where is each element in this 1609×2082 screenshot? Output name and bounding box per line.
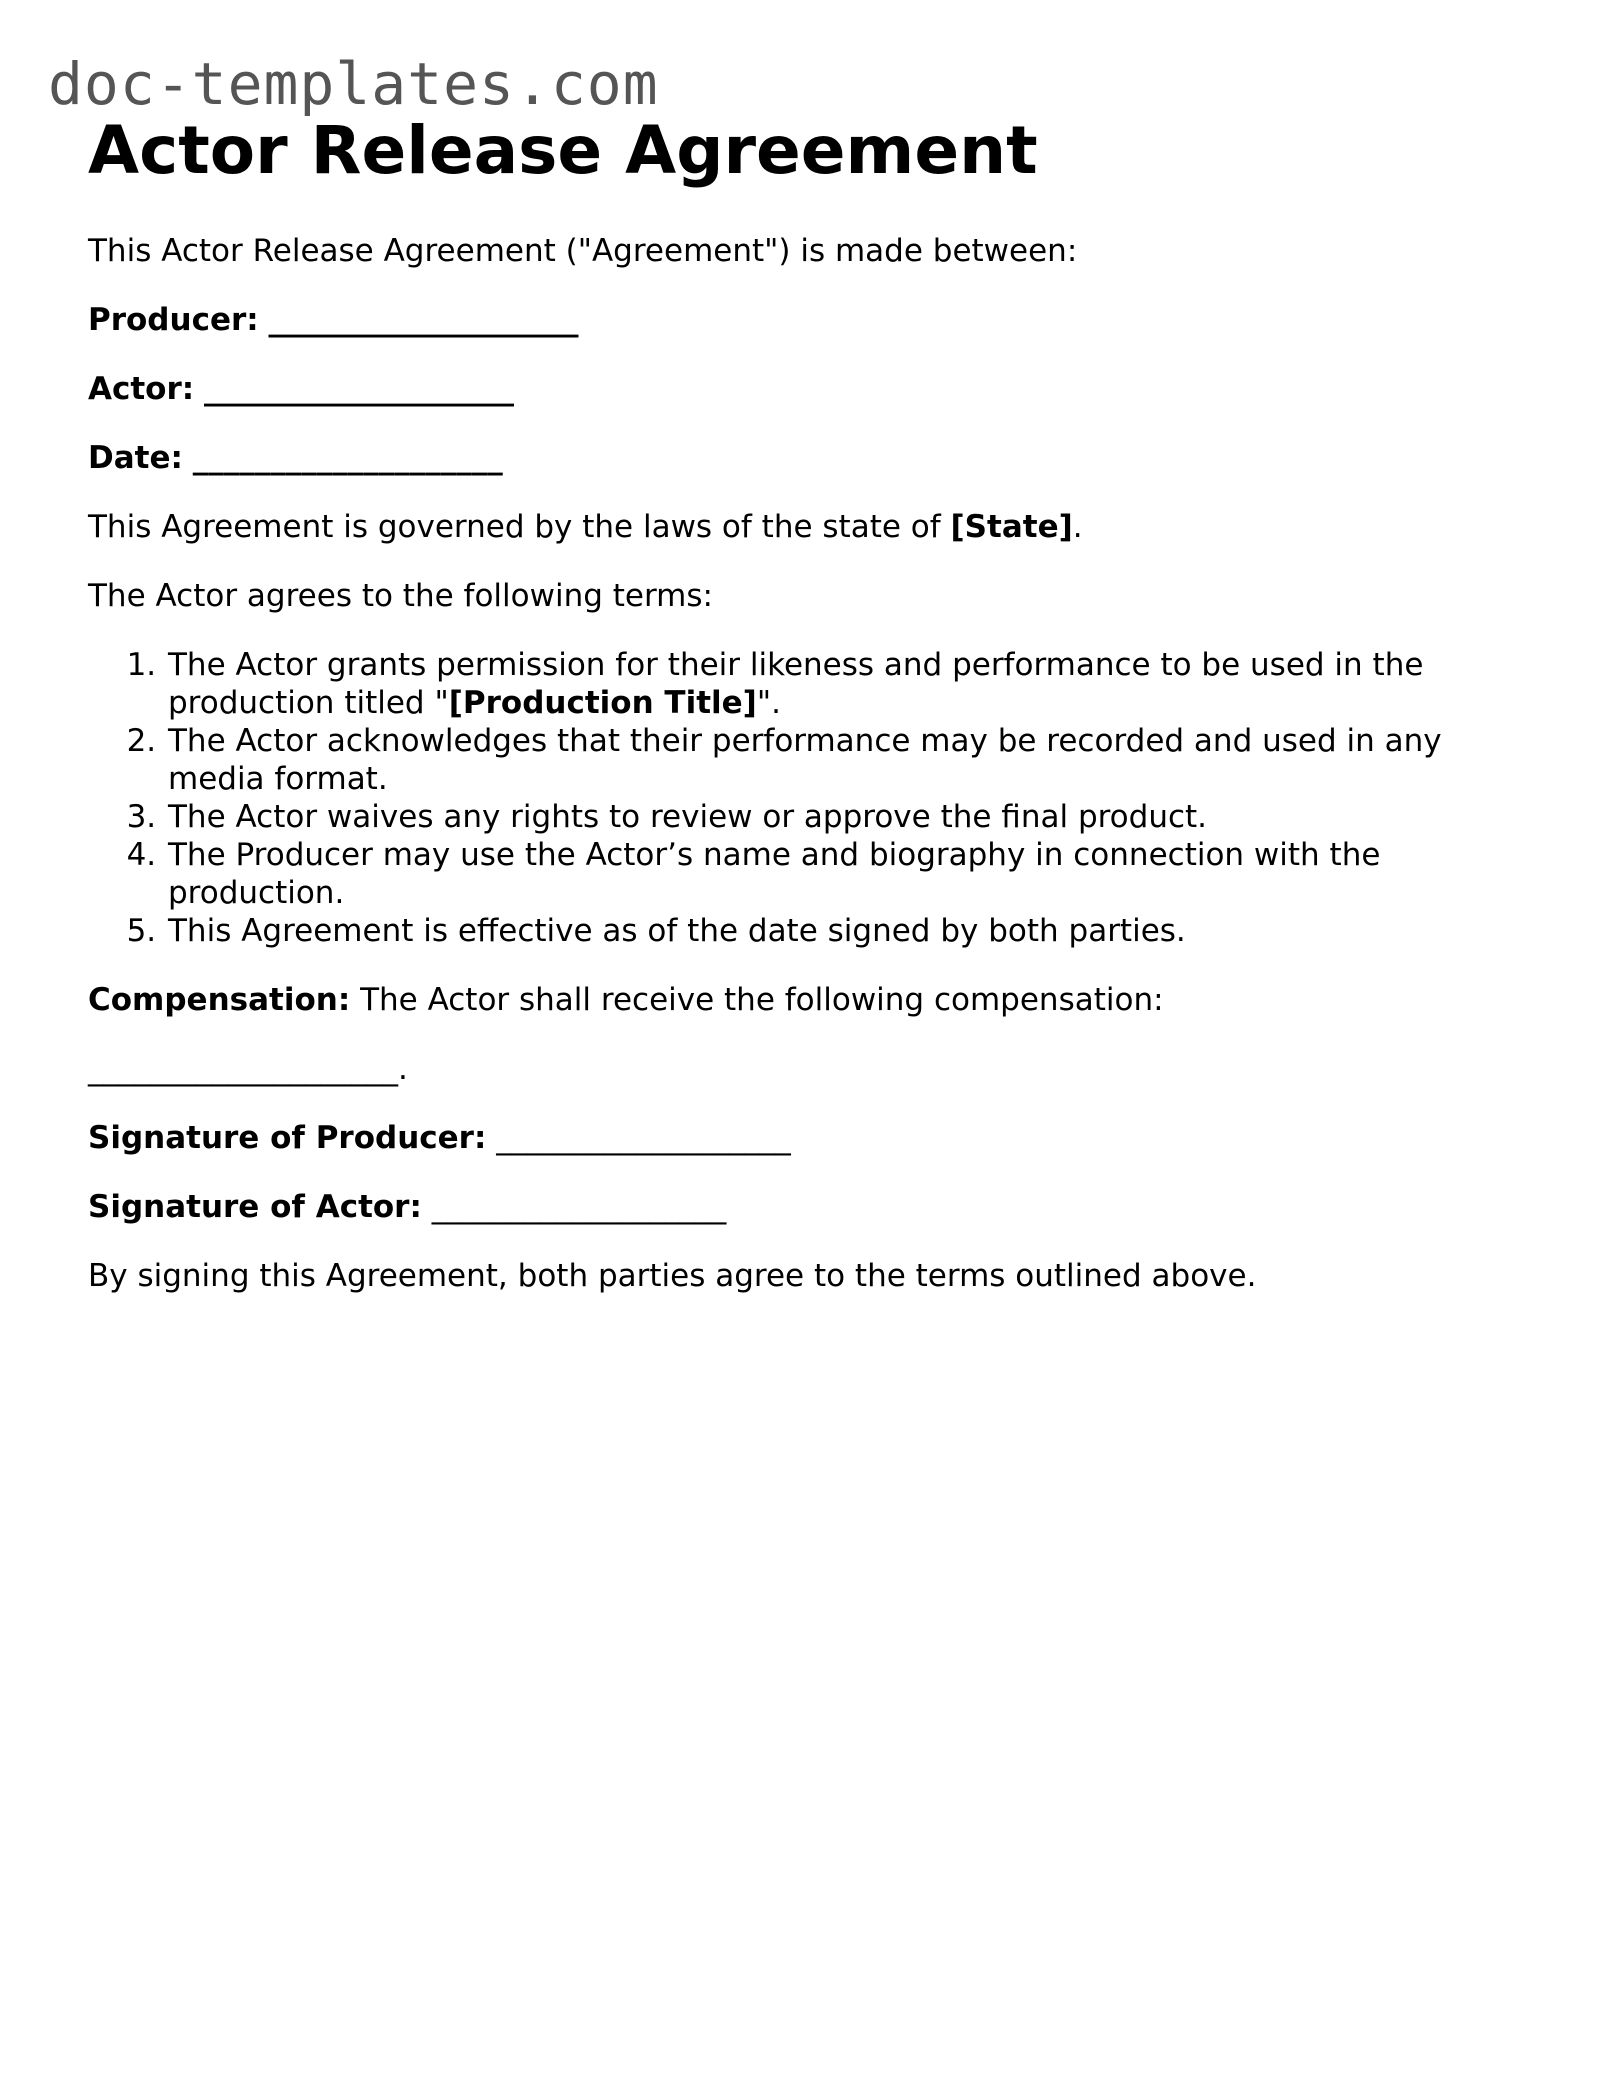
terms-intro: The Actor agrees to the following terms: — [88, 578, 713, 614]
actor-signature-label: Signature of Actor: — [88, 1189, 422, 1225]
term-item-3: 3. The Actor waives any rights to review or approve the final product. — [166, 798, 1528, 836]
watermark-text: doc-templates.com — [48, 50, 659, 118]
intro-paragraph: This Actor Release Agreement ("Agreement") is made between: — [88, 233, 1078, 269]
actor-blank[interactable]: ____________________ — [204, 371, 515, 407]
compensation-label: Compensation: — [88, 982, 351, 1018]
producer-blank[interactable]: ____________________ — [268, 302, 579, 338]
document-title: Actor Release Agreement — [88, 112, 1038, 189]
term-item-1 — [166, 646, 1528, 722]
date-label: Date: — [88, 440, 183, 476]
producer-signature-blank[interactable]: ___________________ — [496, 1120, 791, 1156]
date-field — [88, 439, 1528, 477]
document — [88, 110, 1528, 1295]
actor-label: Actor: — [88, 371, 195, 407]
governing-law-paragraph — [88, 508, 1528, 546]
production-title-placeholder: [Production Title] — [448, 685, 757, 721]
governing-text: This Agreement is governed by the laws of the state of — [88, 509, 951, 545]
producer-field — [88, 301, 1528, 339]
term-1-text: The Actor grants permission for their likeness and performance to be used in the production titled " — [168, 647, 1424, 721]
term-item-4: 4. The Producer may use the Actor’s name and biography in connection with the production. — [166, 836, 1528, 912]
producer-signature-field — [88, 1119, 1528, 1157]
governing-end: . — [1072, 509, 1083, 545]
producer-signature-label: Signature of Producer: — [88, 1120, 487, 1156]
term-item-2: 2. The Actor acknowledges that their performance may be recorded and used in any media format. — [166, 722, 1528, 798]
state-placeholder: [State] — [950, 509, 1073, 545]
actor-signature-field — [88, 1188, 1528, 1226]
closing-paragraph: By signing this Agreement, both parties agree to the terms outlined above. — [88, 1258, 1257, 1294]
date-blank[interactable]: ____________________ — [192, 440, 503, 476]
producer-label: Producer: — [88, 302, 259, 338]
terms-list — [88, 646, 1528, 950]
actor-signature-blank[interactable]: ___________________ — [431, 1189, 727, 1225]
actor-field — [88, 370, 1528, 408]
compensation-paragraph — [88, 981, 1528, 1019]
compensation-text: The Actor shall receive the following compensation: — [350, 982, 1164, 1018]
term-1-end: ". — [756, 685, 781, 721]
compensation-blank[interactable]: ____________________. — [88, 1051, 408, 1087]
term-item-5: 5. This Agreement is effective as of the date signed by both parties. — [166, 912, 1528, 950]
